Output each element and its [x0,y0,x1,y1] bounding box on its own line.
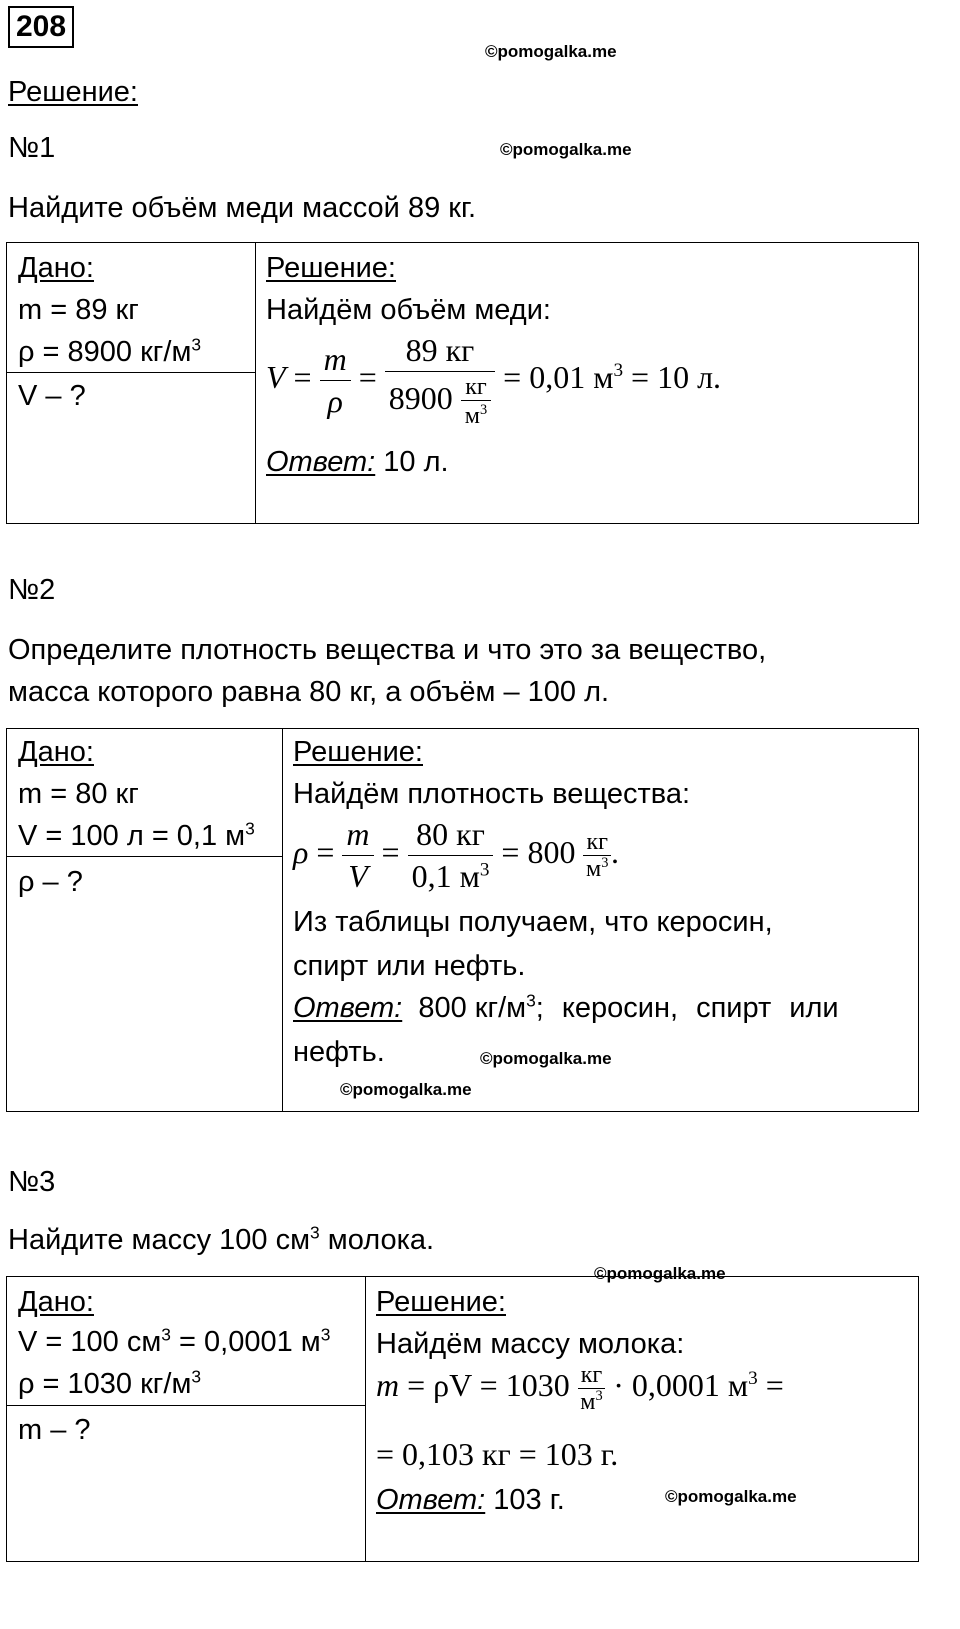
formula-mass: m = ρV = 1030 кг $м^3$ · 0,0001 $м^3$ = [376,1362,784,1415]
given-mass: m = 80 кг [18,778,139,810]
divider [6,372,256,373]
watermark: ©pomogalka.me [500,140,632,159]
watermark: ©pomogalka.me [485,42,617,61]
given-volume: V = 100 $см^3 = 0,0001$ $м^3$ [18,1324,331,1358]
task-3-label: №3 [8,1166,56,1198]
find-volume: V – ? [18,380,86,412]
given-title: Дано: [18,252,94,284]
divider [365,1276,366,1562]
find-mass: m – ? [18,1414,91,1446]
task-2-label: №2 [8,574,56,606]
task-2-statement-line2: масса которого равна 80 кг, а объём – 100 л. [8,676,610,708]
watermark: ©pomogalka.me [594,1264,726,1283]
solution-step: Найдём плотность вещества: [293,778,691,810]
divider [282,728,283,1112]
formula-mass-result: = 0,103 кг = 103 г. [376,1436,619,1472]
task-3-statement: Найдите массу 100 $см^3$ молока. [8,1222,435,1256]
task-number: 208 [8,6,74,48]
solution-title: Решение: [266,252,396,284]
given-volume: V = 100 л = 0,1 $м^3$ [18,818,255,852]
formula-volume: V = $\frac{m}{\rho}$ = 89 кг 8900 кг $м^3$ = 0,01 $м^3 = 10$ л. [266,332,722,429]
find-density: ρ – ? [18,866,83,898]
watermark: ©pomogalka.me [340,1080,472,1099]
answer-2-cont: нефть. [293,1036,385,1068]
solution-title: Решение: [376,1286,506,1318]
given-title: Дано: [18,736,94,768]
watermark: ©pomogalka.me [665,1487,797,1506]
given-mass: m = 89 кг [18,294,139,326]
solution-title: Решение: [293,736,423,768]
solution-heading: Решение: [8,76,138,108]
watermark: ©pomogalka.me [480,1049,612,1068]
divider [6,1405,366,1406]
divider [255,242,256,524]
given-density: ρ = 1030 $кг/м^3$ [18,1366,202,1400]
answer-2: Ответ: 800 $кг/м^3$; керосин, спирт или [293,990,839,1024]
task-2-statement-line1: Определите плотность вещества и что это за вещество, [8,634,767,666]
answer-3: Ответ: 103 г. [376,1484,565,1516]
given-density: ρ = 8900 $кг/м^3$ [18,334,202,368]
given-title: Дано: [18,1286,94,1318]
divider [6,856,283,857]
task-1-label: №1 [8,132,56,164]
solution-step: Найдём массу молока: [376,1328,685,1360]
solution-text-1: Из таблицы получаем, что керосин, [293,906,773,938]
task-1-statement: Найдите объём меди массой 89 кг. [8,192,477,224]
answer-1: Ответ: 10 л. [266,446,449,478]
solution-text-2: спирт или нефть. [293,950,526,982]
formula-density: ρ = $\frac{m}{V}$ = $\frac{80 кг}{0,1 м^3}$ = 800 кг $м^3$ . [293,816,619,894]
solution-step: Найдём объём меди: [266,294,551,326]
